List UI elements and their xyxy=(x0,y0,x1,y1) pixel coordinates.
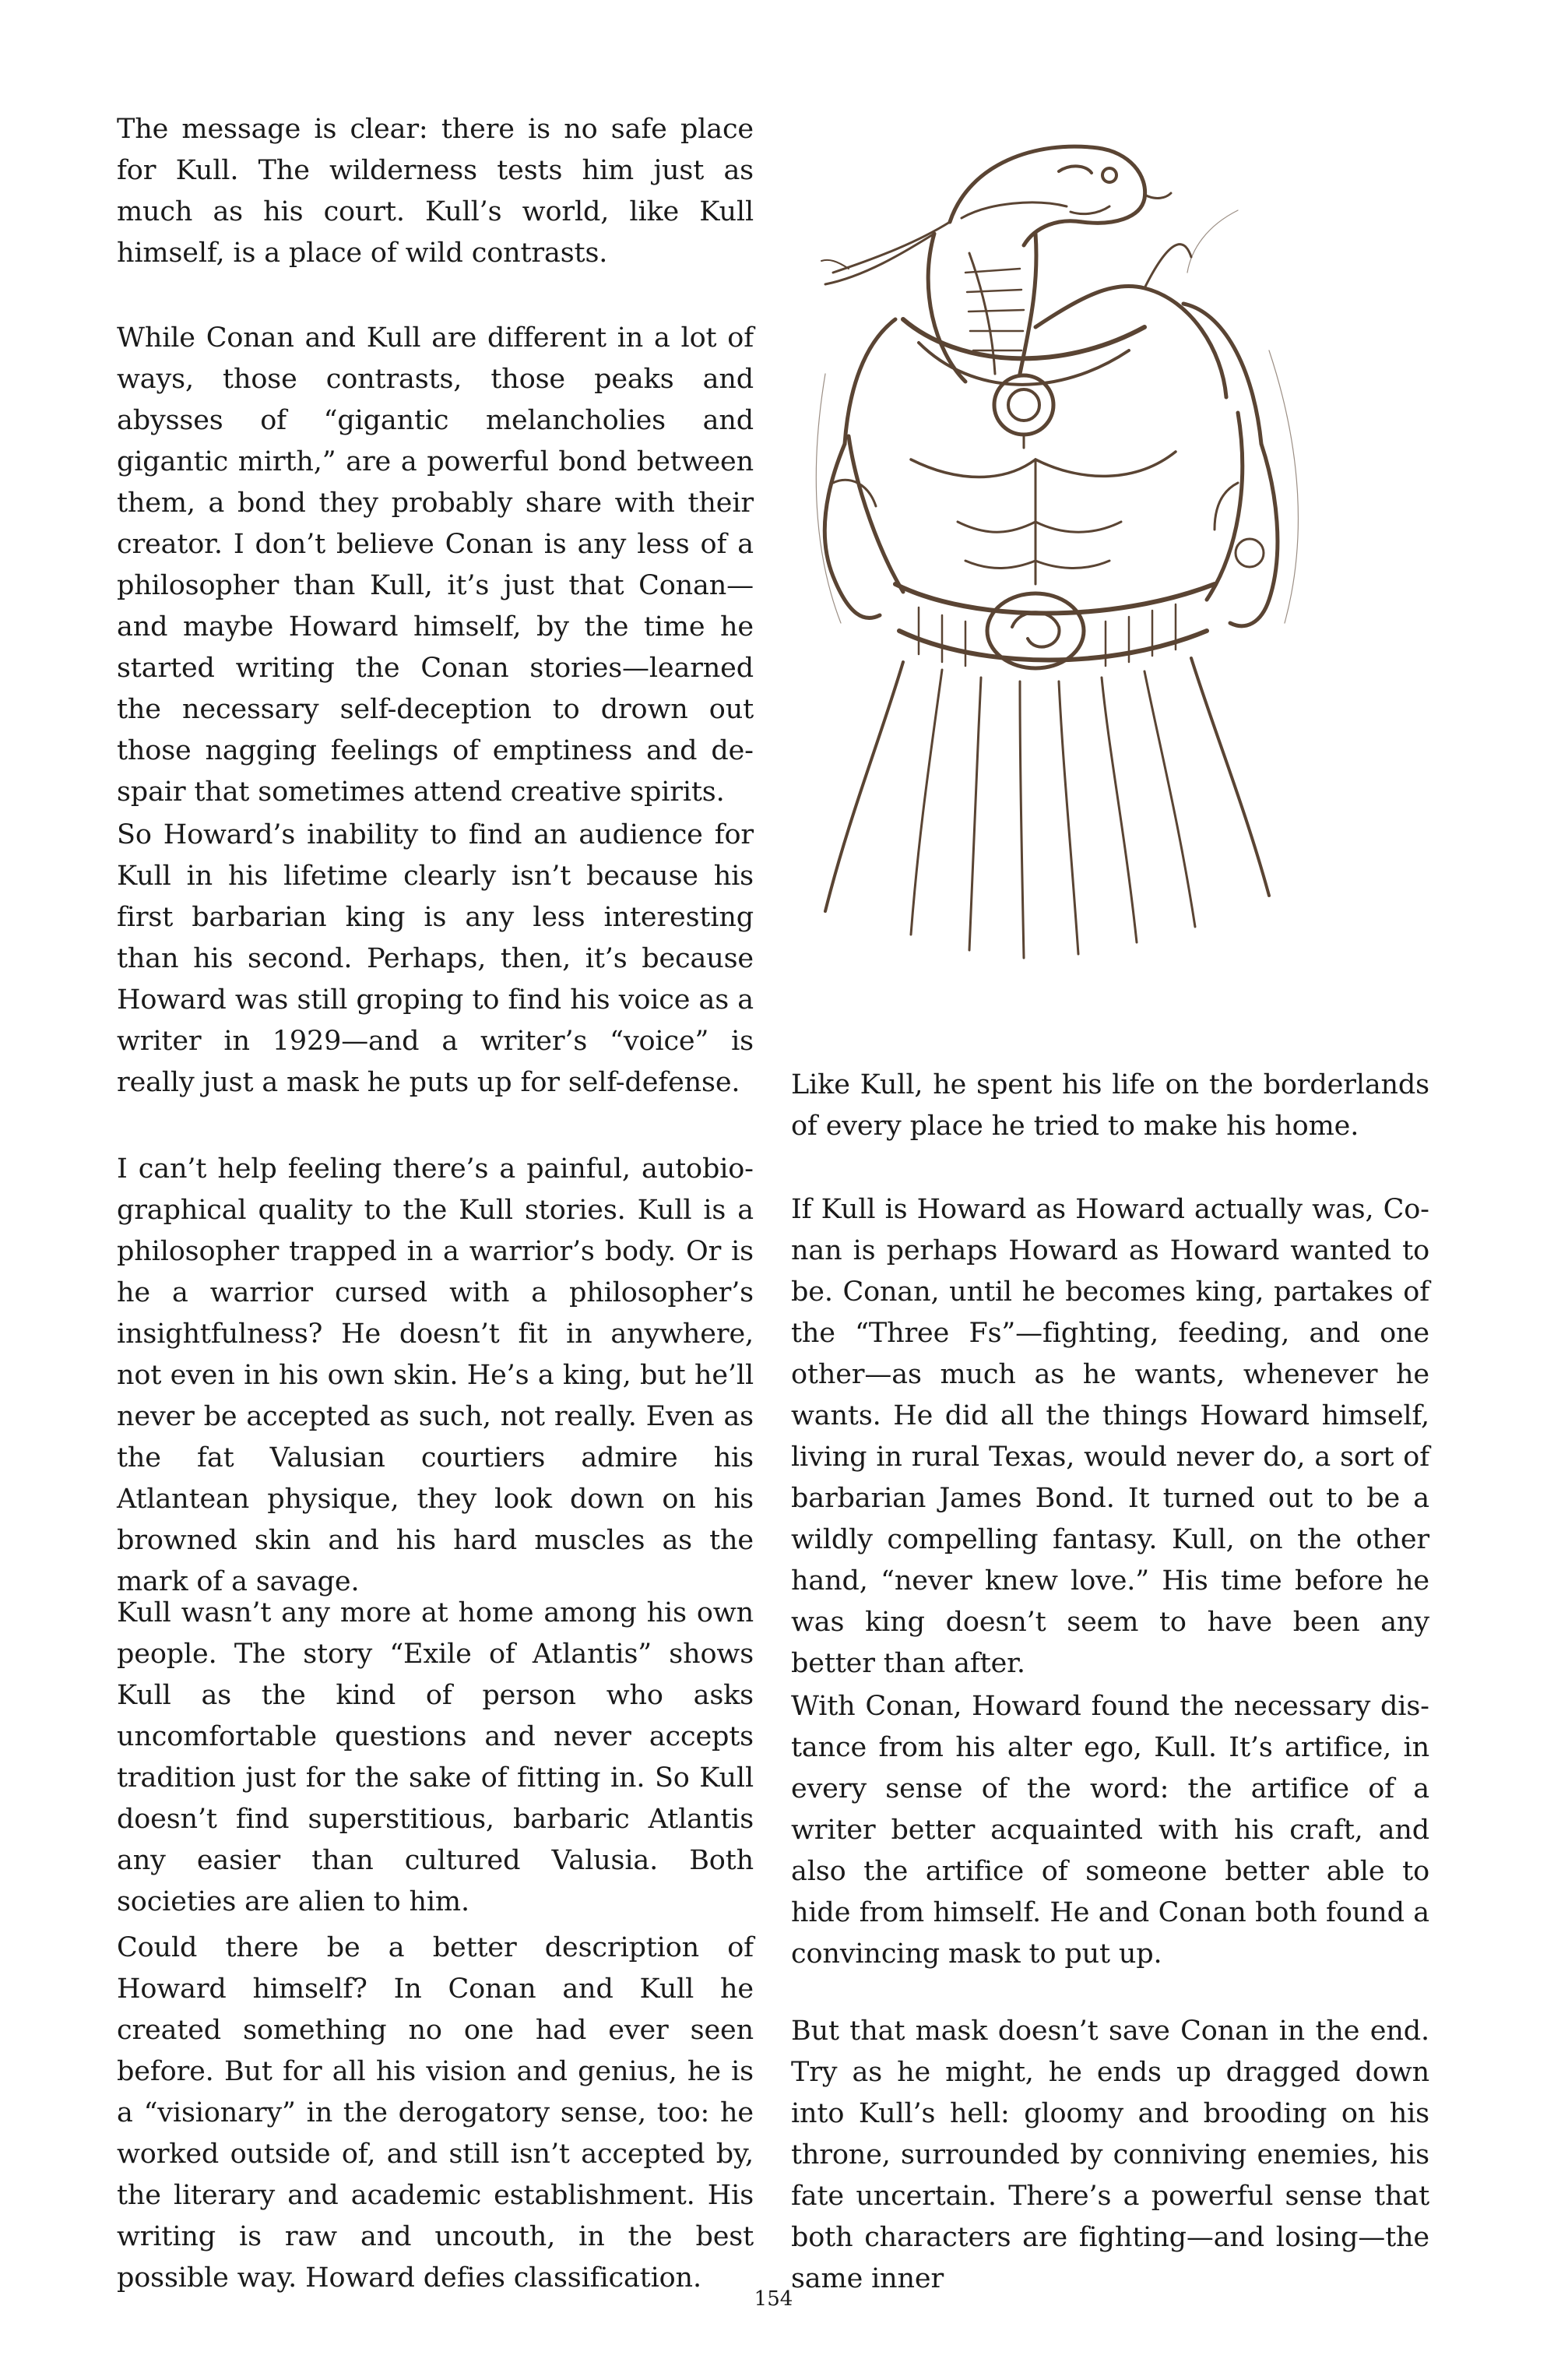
paragraph: Like Kull, he spent his life on the borderlands of every place he tried to make his home. xyxy=(791,1069,1429,1142)
paragraph: The message is clear: there is no safe place for Kull. The wilderness tests him just as much as his court. Kull’s world, like Kull himself, is a place of wild contrasts. xyxy=(117,114,754,269)
page-number: 154 xyxy=(754,2287,793,2311)
paragraph: If Kull is Howard as Howard actually was, Conan is perhaps Howard as Howard wanted to be. Conan, until he becomes king, partakes of the “Three Fs”—fighting, feeding, and one other—as much as he wants, whenever he wants. He did all the things Howard himself, living in rural Texas, would never do, a sort of barbarian James Bond. It turned out to be a wildly compelling fantasy. Kull, on the other hand, “never knew love.” His time before he was king doesn’t seem to have been any better than after. xyxy=(791,1194,1429,1679)
paragraph: Kull wasn’t any more at home among his own people. The story “Exile of Atlantis” shows Kull as the kind of person who asks uncomfortable questions and never accepts tradition just for the sake of fitting in. So Kull doesn’t find superstitious, barbaric Atlantis any easier than cultured Valusia. Both societies are alien to him. xyxy=(117,1597,754,1917)
serpent-headed-warrior-illustration xyxy=(802,117,1464,989)
paragraph: While Conan and Kull are different in a lot of ways, those contrasts, those peaks and abysses of “gigantic melancholies and gigantic mirth,” are a powerful bond between them, a bond they probably share with their creator. I don’t believe Conan is any less of a philosopher than Kull, it’s just that Conan—and maybe Howard himself, by the time he started writing the Conan stories—learned the necessary self-deception to drown out those nagging feelings of emptiness and despair that sometimes attend creative spirits. xyxy=(117,322,754,808)
paragraph: But that mask doesn’t save Conan in the end. Try as he might, he ends up dragged down into Kull’s hell: gloomy and brooding on his throne, surrounded by conniving enemies, his fate uncertain. There’s a powerful sense that both characters are fighting—and losing—the same inner xyxy=(791,2016,1429,2294)
paragraph: So Howard’s inability to find an audience for Kull in his lifetime clearly isn’t because his first barbarian king is any less interesting than his second. Perhaps, then, it’s because Howard was still groping to find his voice as a writer in 1929—and a writer’s “voice” is really just a mask he puts up for self-defense. xyxy=(117,819,754,1098)
paragraph: With Conan, Howard found the necessary distance from his alter ego, Kull. It’s artifice, in every sense of the word: the artifice of a writer better acquainted with his craft, and also the artifice of someone better able to hide from himself. He and Conan both found a convincing mask to put up. xyxy=(791,1691,1429,1970)
paragraph: Could there be a better description of Howard himself? In Conan and Kull he created something no one had ever seen before. But for all his vision and genius, he is a “visionary” in the derogatory sense, too: he worked outside of, and still isn’t accepted by, the literary and academic establishment. His writing is raw and uncouth, in the best possible way. Howard defies classification. xyxy=(117,1932,754,2294)
paragraph: I can’t help feeling there’s a painful, autobiographical quality to the Kull stories. Kull is a philosopher trapped in a warrior’s body. Or is he a warrior cursed with a philosopher’s insightfulness? He doesn’t fit in anywhere, not even in his own skin. He’s a king, but he’ll never be accepted as such, not really. Even as the fat Valusian courtiers admire his Atlantean physique, they look down on his browned skin and his hard muscles as the mark of a savage. xyxy=(117,1153,754,1597)
